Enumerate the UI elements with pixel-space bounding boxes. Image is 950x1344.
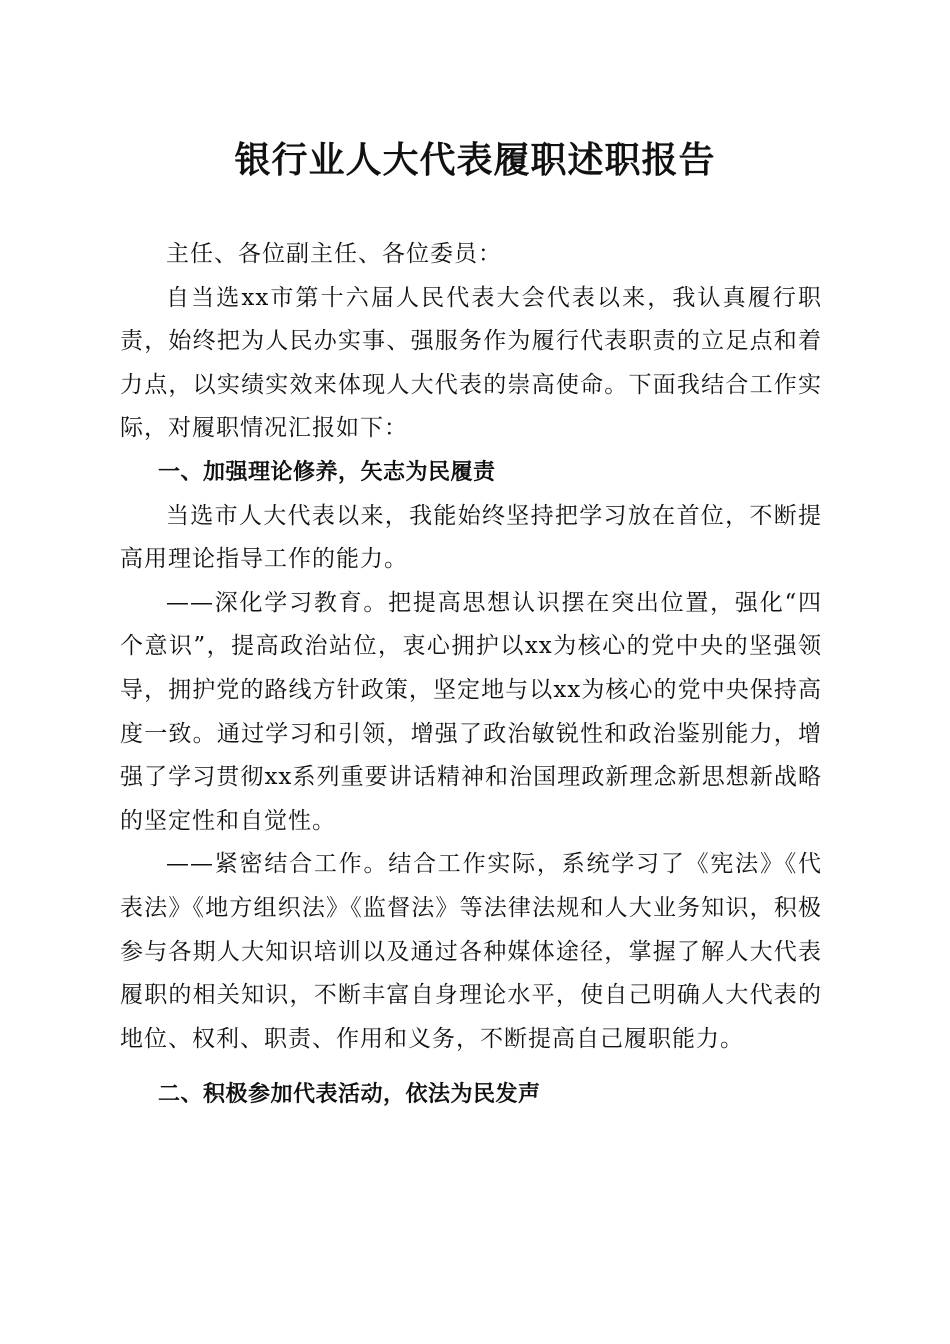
- document-title: 银行业人大代表履职述职报告: [234, 139, 716, 181]
- section-2-heading: 二、积极参加代表活动，依法为民发声: [158, 1082, 541, 1108]
- section-1-heading: 一、加强理论修养，矢志为民履责: [158, 459, 496, 485]
- section-1-paragraph: ——深化学习教育。把提高思想认识摆在突出位置，强化“四个意识”，提高政治站位，衷心拥护以xx为核心的党中央的坚强领导，拥护党的路线方针政策，坚定地与以xx为核心的党中央保持高度一致。通过学习和引领，增强了政治敏锐性和政治鉴别能力，增强了学习贯彻xx系列重要讲话精神和治国理政新理念新思想新战略的坚定性和自觉性。: [120, 589, 822, 834]
- document-body: [120, 233, 822, 1117]
- section-1-paragraph: ——紧密结合工作。结合工作实际，系统学习了《宪法》《代表法》《地方组织法》《监督法》等法律法规和人大业务知识，积极参与各期人大知识培训以及通过各种媒体途径，掌握了解人大代表履职的相关知识，不断丰富自身理论水平，使自己明确人大代表的地位、权利、职责、作用和义务，不断提高自己履职能力。: [120, 851, 822, 1052]
- section-1-paragraph: 当选市人大代表以来，我能始终坚持把学习放在首位，不断提高用理论指导工作的能力。: [120, 502, 822, 573]
- salutation: 主任、各位副主任、各位委员：: [166, 241, 502, 267]
- intro-paragraph: 自当选xx市第十六届人民代表大会代表以来，我认真履行职责，始终把为人民办实事、强服务作为履行代表职责的立足点和着力点，以实绩实效来体现人大代表的崇高使命。下面我结合工作实际，对履职情况汇报如下：: [120, 284, 822, 442]
